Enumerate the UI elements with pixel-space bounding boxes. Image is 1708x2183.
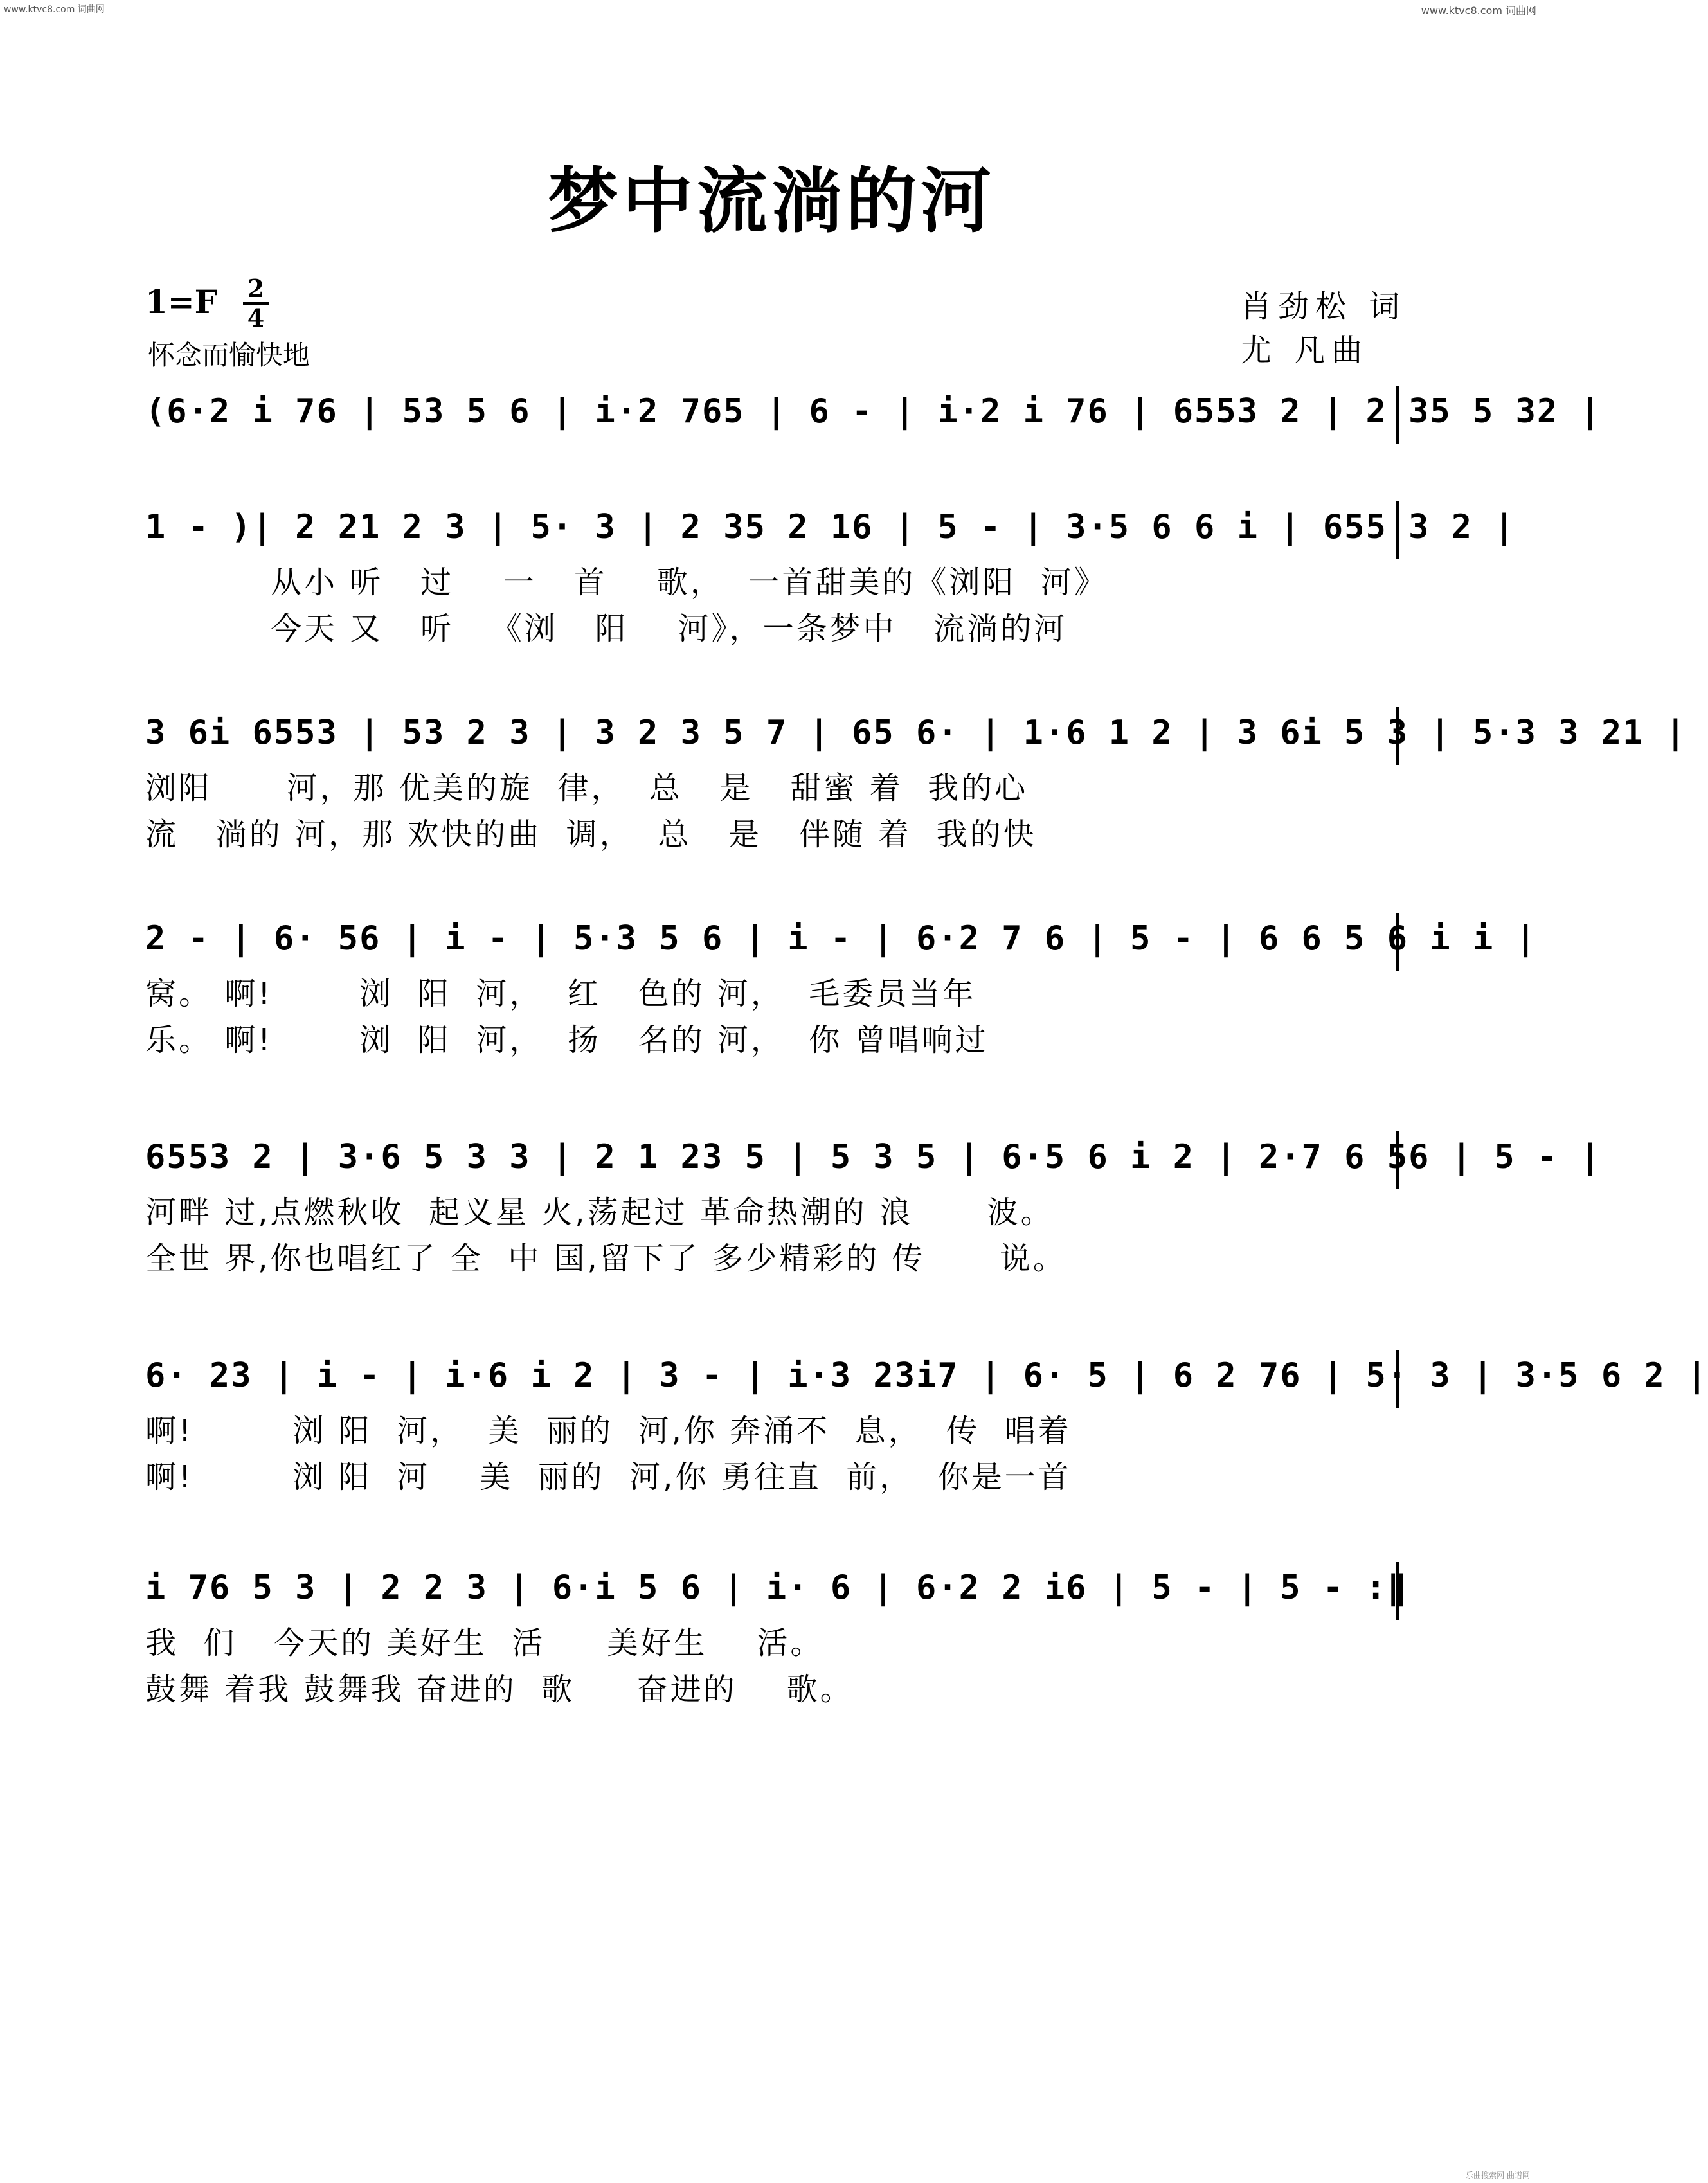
- tempo-marking: 怀念而愉快地: [148, 339, 310, 371]
- score-system-7: [145, 1562, 1409, 1712]
- score-system-6: [145, 1350, 1708, 1500]
- lyric-verse-1: 浏阳 河，那 优美的旋 律， 总 是 甜蜜 着 我的心: [145, 770, 1029, 806]
- site-watermark-left: www.ktvc8.com 词曲网: [4, 4, 105, 15]
- notation-line: [145, 707, 1687, 765]
- notation-text: (6·2 i 76 | 53 5 6 | i·2 765 | 6 - | i·2 i 76 | 6553 2 | 2 35 5 32 |: [145, 392, 1601, 431]
- notation-line: [145, 501, 1516, 559]
- site-watermark-right: www.ktvc8.com 词曲网: [1421, 4, 1536, 17]
- score-system-3: [145, 707, 1687, 858]
- lyric-verse-1: 河畔 过,点燃秋收 起义星 火,荡起过 革命热潮的 浪 波。: [145, 1194, 1054, 1230]
- lyricist-credit: 肖劲松 词: [1241, 289, 1407, 325]
- lyric-verse-1: 从小 听 过 一 首 歌， 一首甜美的《浏阳 河》: [271, 564, 1108, 600]
- notation-line: [145, 386, 1601, 444]
- score-system-2: [145, 501, 1516, 652]
- time-signature-bottom: 4: [247, 303, 265, 332]
- lyric-verse-2: 今天 又 听 《浏 阳 河》，一条梦中 流淌的河: [271, 611, 1068, 647]
- composer-credit: 尤 凡曲: [1241, 332, 1369, 368]
- notation-text: 6· 23 | i - | i·6 i 2 | 3 - | i·3 23i7 | 6· 5 | 6 2 76 | 5· 3 | 3·5 6 2 |: [145, 1356, 1708, 1395]
- score-system-5: [145, 1131, 1601, 1282]
- time-signature-top: 2: [247, 274, 265, 303]
- lyric-verse-1: 我 们 今天的 美好生 活 美好生 活。: [145, 1625, 824, 1661]
- notation-text: 1 - )| 2 21 2 3 | 5· 3 | 2 35 2 16 | 5 - | 3·5 6 6 i | 655 3 2 |: [145, 508, 1516, 546]
- notation-line: [145, 913, 1537, 971]
- lyric-verse-2: 鼓舞 着我 鼓舞我 奋进的 歌 奋进的 歌。: [145, 1671, 854, 1707]
- time-signature: [243, 276, 269, 330]
- lyric-verse-1: 啊! 浏 阳 河， 美 丽的 河,你 奔涌不 息， 传 唱着: [145, 1413, 1072, 1449]
- lyric-verse-2: 啊! 浏 阳 河 美 丽的 河,你 勇往直 前， 你是一首: [145, 1459, 1072, 1495]
- notation-text: 3 6i 6553 | 53 2 3 | 3 2 3 5 7 | 65 6· | 1·6 1 2 | 3 6i 5 3 | 5·3 3 21 |: [145, 714, 1687, 752]
- notation-line: [145, 1562, 1409, 1620]
- lyric-verse-2: 流 淌的 河，那 欢快的曲 调， 总 是 伴随 着 我的快: [145, 816, 1037, 852]
- lyric-verse-1: 窝。 啊! 浏 阳 河， 红 色的 河， 毛委员当年: [145, 976, 976, 1012]
- score-system-4: [145, 913, 1537, 1063]
- notation-text: 6553 2 | 3·6 5 3 3 | 2 1 23 5 | 5 3 5 | 6·5 6 i 2 | 2·7 6 56 | 5 - |: [145, 1138, 1601, 1176]
- key-signature: 1=F: [145, 283, 218, 321]
- notation-line: [145, 1131, 1601, 1189]
- notation-line: [145, 1350, 1708, 1408]
- song-title: 梦中流淌的河: [548, 160, 995, 242]
- footer-watermark: 乐曲搜索网 曲谱网: [1466, 2171, 1530, 2180]
- notation-text: i 76 5 3 | 2 2 3 | 6·i 5 6 | i· 6 | 6·2 2 i6 | 5 - | 5 - :‖: [145, 1568, 1409, 1607]
- lyric-verse-2: 全世 界,你也唱红了 全 中 国,留下了 多少精彩的 传 说。: [145, 1241, 1066, 1277]
- notation-text: 2 - | 6· 56 | i - | 5·3 5 6 | i - | 6·2 7 6 | 5 - | 6 6 5 6 i i |: [145, 919, 1537, 958]
- lyric-verse-2: 乐。 啊! 浏 阳 河， 扬 名的 河， 你 曾唱响过: [145, 1022, 989, 1058]
- score-system-1: [145, 386, 1601, 444]
